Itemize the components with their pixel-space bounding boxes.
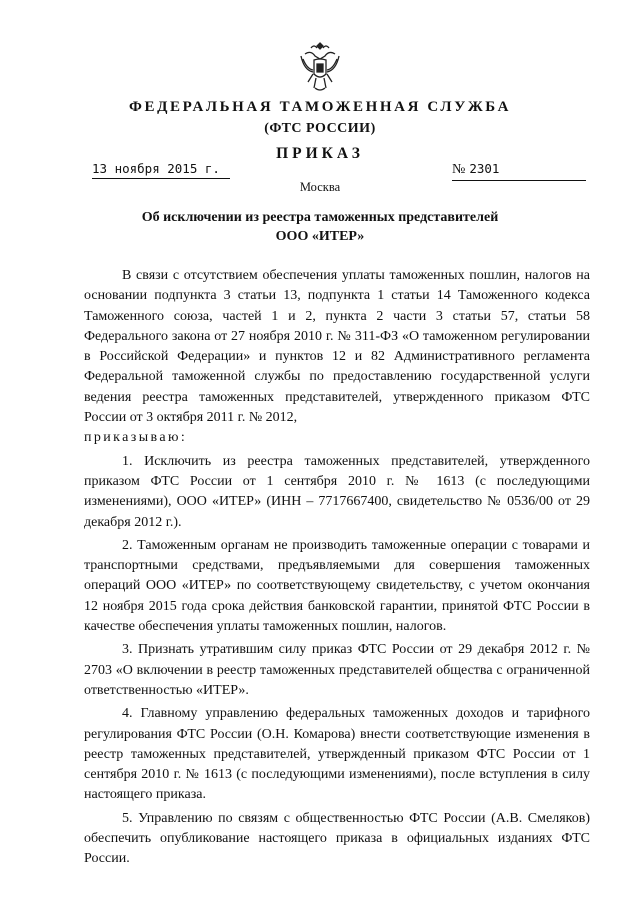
city: Москва xyxy=(299,180,341,194)
order-word: приказываю: xyxy=(84,430,188,446)
document-type: ПРИКАЗ xyxy=(276,145,364,162)
document-title: Об исключении из реестра таможенных представителей xyxy=(141,210,499,225)
order-item-4: 4. Главному управлению федеральных таможенных доходов и тарифного регулирования ФТС России (О.Н. Комарова) внести соответствующие изменения в реестр таможенных представителей, утвержденный приказом ФТС России от 1 сентября 2010 г. № 1613 (с последующими изменениями), после вступления в силу настоящего приказа. xyxy=(84,706,590,803)
agency-short-name: (ФТС РОССИИ) xyxy=(264,121,376,136)
order-item-5: 5. Управлению по связям с общественностью ФТС России (А.В. Смеляков) обеспечить опубликование настоящего приказа в официальных изданиях ФТС России. xyxy=(84,810,590,867)
coat-of-arms-icon xyxy=(297,40,343,94)
agency-name: ФЕДЕРАЛЬНАЯ ТАМОЖЕННАЯ СЛУЖБА xyxy=(128,99,512,115)
document-title-company: ООО «ИТЕР» xyxy=(275,229,365,244)
order-item-3: 3. Признать утратившим силу приказ ФТС России от 29 декабря 2012 г. № 2703 «О включении в реестр таможенных представителей общества с ограниченной ответственностью «ИТЕР». xyxy=(84,642,590,698)
preamble-paragraph: В связи с отсутствием обеспечения уплаты таможенных пошлин, налогов на основании подпункта 3 статьи 13, подпункта 1 статьи 14 Таможенного кодекса Таможенного союза, частей 1 и 2, пункта 2 части 3 статьи 57, статьи 58 Федерального закона от 27 ноября 2010 г. № 311-ФЗ «О таможенном регулировании в Российской Федерации» и пунктов 12 и 82 Административного регламента Федеральной таможенной службы по предоставлению государственной услуги ведения реестра таможенных представителей, утвержденного приказом ФТС России от 3 октября 2011 г. № 2012, xyxy=(84,268,590,426)
document-body xyxy=(84,266,590,870)
order-number-field xyxy=(452,161,586,181)
order-number: 2301 xyxy=(469,161,500,176)
order-item-2: 2. Таможенным органам не производить таможенные операции с товарами и транспортными средствами, предъявляемыми для совершения таможенных операций ООО «ИТЕР» по соответствующему свидетельству, с учетом окончания 12 ноября 2015 года срока действия банковской гарантии, принятой ФТС России в качестве обеспечения уплаты таможенных пошлин, налогов. xyxy=(84,537,590,635)
order-date: 13 ноября 2015 г. xyxy=(92,161,230,179)
number-sign: № xyxy=(452,162,466,177)
order-item-1: 1. Исключить из реестра таможенных представителей, утвержденного приказом ФТС России от 1 сентября 2010 г. № 1613 (с последующими изменениями), ООО «ИТЕР» (ИНН – 7717667400, свидетельство № 0536/00 от 29 декабря 2012 г.). xyxy=(84,453,590,530)
